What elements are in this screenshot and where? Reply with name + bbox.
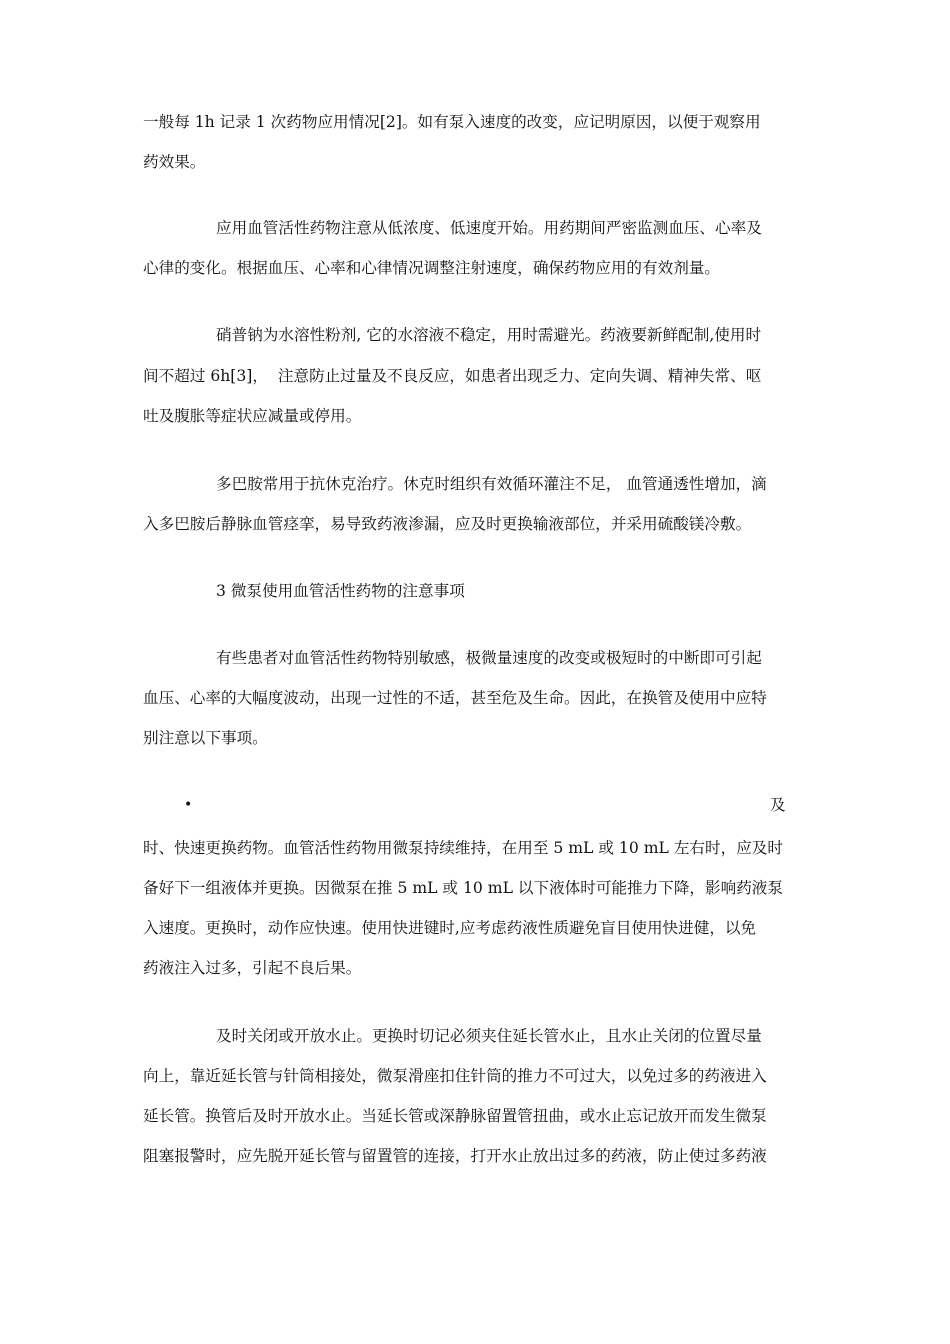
paragraph-8-line-2: 向上，靠近延长管与针筒相接处，微泵滑座扣住针筒的推力不可过大，以免过多的药液进入 [143,1067,767,1085]
paragraph-8-line-4: 阻塞报警时，应先脱开延长管与留置管的连接，打开水止放出过多的药液，防止使过多药液 [143,1147,767,1165]
paragraph-4-line-1: 多巴胺常用于抗休克治疗。休克时组织有效循环灌注不足， 血管通透性增加，滴 [216,475,767,493]
paragraph-6-line-3: 别注意以下事项。 [143,729,268,747]
bullet-paragraph-line-1: 及 [770,796,786,814]
paragraph-8-line-3: 延长管。换管后及时开放水止。当延长管或深静脉留置管扭曲，或水止忘记放开而发生微泵 [143,1107,767,1125]
bullet-paragraph-line-2: 时、快速更换药物。血管活性药物用微泵持续维持，在用至 5 mL 或 10 mL 左右时，应及时 [143,839,783,857]
bullet-paragraph-line-4: 入速度。更换时，动作应快速。使用快进键时,应考虑药液性质避免盲目使用快进健，以免 [143,919,757,937]
bullet-paragraph-line-5: 药液注入过多，引起不良后果。 [143,959,362,977]
paragraph-3-line-3: 吐及腹胀等症状应减量或停用。 [143,407,362,425]
bullet-paragraph-line-3: 备好下一组液体并更换。因微泵在推 5 mL 或 10 mL 以下液体时可能推力下降，影响药液泵 [143,879,783,897]
paragraph-2-line-2: 心律的变化。根据血压、心率和心律情况调整注射速度，确保药物应用的有效剂量。 [143,259,720,277]
paragraph-8-line-1: 及时关闭或开放水止。更换时切记必须夹住延长管水止，且水止关闭的位置尽量 [216,1027,762,1045]
list-bullet: • [184,797,193,813]
paragraph-6-line-2: 血压、心率的大幅度波动，出现一过性的不适，甚至危及生命。因此，在换管及使用中应特 [143,689,767,707]
section-heading: 3 微泵使用血管活性药物的注意事项 [216,582,465,600]
paragraph-3-line-2: 间不超过 6h[3]， 注意防止过量及不良反应，如患者出现乏力、定向失调、精神失常、呕 [143,367,762,385]
paragraph-1-line-1: 一般每 1h 记录 1 次药物应用情况[2]。如有泵入速度的改变，应记明原因，以便于观察用 [143,113,761,131]
paragraph-2-line-1: 应用血管活性药物注意从低浓度、低速度开始。用药期间严密监测血压、心率及 [216,219,762,237]
paragraph-3-line-1: 硝普钠为水溶性粉剂, 它的水溶液不稳定，用时需避光。药液要新鲜配制,使用时 [216,326,762,344]
paragraph-4-line-2: 入多巴胺后静脉血管痉挛，易导致药液渗漏，应及时更换输液部位，并采用硫酸镁冷敷。 [143,515,752,533]
paragraph-1-line-2: 药效果。 [143,153,206,171]
paragraph-6-line-1: 有些患者对血管活性药物特别敏感，极微量速度的改变或极短时的中断即可引起 [216,649,762,667]
